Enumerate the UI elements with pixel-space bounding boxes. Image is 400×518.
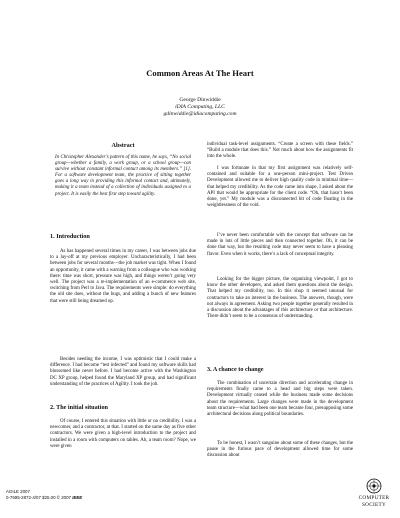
section-heading-introduction: 1. Introduction bbox=[50, 233, 90, 240]
section-heading-chance-to-change: 3. A chance to change bbox=[207, 366, 264, 373]
ieee-logo-text: IEEE bbox=[72, 495, 83, 500]
footer-citation bbox=[6, 489, 82, 501]
computer-society-logo bbox=[352, 478, 396, 512]
logo-text-line-2: SOCIETY bbox=[361, 502, 386, 508]
author-affiliation: iDIA Computing, LLC bbox=[175, 104, 225, 110]
abstract-text: In Christopher Alexander’s pattern of this name, he says, “No social group—whether a family, a work group, or a school group—can survive without constant informal contact among its members.” [1]. For a software development team, the practice of sitting together goes a long way in providing this informal contact and, ultimately, making it a team instead of a collection of individuals assigned to a project. It is easily the best first step toward agility. bbox=[55, 155, 191, 197]
footer-copyright bbox=[6, 495, 82, 501]
right-paragraph-3: I’ve never been comfortable with the concept that software can be made in lots of little pieces and then connected together. Oh, it can be done that way, but the resulting code may never seem to have a pleasing flavor. Even when it works, there’s a lack of conceptual integrity. bbox=[207, 233, 353, 257]
paper-title: Common Areas At The Heart bbox=[146, 68, 254, 78]
chance-paragraph-2: To be honest, I wasn’t sanguine about some of these changes, but the pause in the furious pace of development allowed time for some discussion about bbox=[207, 441, 353, 459]
computer-society-emblem-icon bbox=[366, 478, 382, 494]
right-paragraph-4: Looking for the bigger picture, the organizing viewpoint, I got to know the other developers, and asked them questions about the design. That helped my credibility, too. In this shop it seemed unusual for contractors to take an interest in the business. The answers, though, were not always in agreement. Asking two people together generally resulted in a discussion about the advantages of this architecture or that architecture. There didn’t seem to be a consensus of understanding. bbox=[207, 277, 353, 320]
intro-paragraph-2: Besides needing the income, I was optimistic that I could make a difference. I had become “test infected” and found my software skills had blossomed like never before. I had become active with the Washington DC XP group, helped found the Maryland XP group, and had significant understanding of the practices of Agility. I took the job. bbox=[50, 357, 196, 387]
author-name: George Dinwiddie bbox=[179, 97, 221, 103]
intro-paragraph-1: As has happened several times in my career, I was between jobs due to a lay-off at my previous employer. Uncharacteristically, I had been between jobs for several months—the job market was tight. When I found an opportunity, it came with a warning from a colleague who was working there: time was short, pressure was high, and things weren’t going very well. The project was a re-implementation of an e-commerce web site, switching from Perl to Java. The requirements were simple: do everything the old site does, without the bugs, and adding a bunch of new features that were still being dreamed up. bbox=[50, 249, 196, 304]
right-paragraph-1: individual task-level assignments. “Create a screen with these fields.” “Build a module that does this.” Not much about how the assignments fit into the whole. bbox=[207, 142, 353, 160]
footer-conference: AGILE 2007 bbox=[6, 489, 30, 494]
abstract-heading: Abstract bbox=[111, 142, 135, 149]
chance-paragraph-1: The combination of uncertain direction and accelerating change in requirements finally came to a head and big steps were taken. Development virtually ceased while the business made some decisions about the requirements. Large changes were made in the development team structure—what had been one team became four, presupposing some architectural decisions along political boundaries. bbox=[207, 381, 353, 418]
initial-situation-paragraph-1: Of course, I entered this situation with little or no credibility. I was a newcomer, and a contractor, at that. I started on the same day as five other contractors. We were given a high-level introduction to the project and installed in a room with computers on tables. Ah, a team room? Nope, we were given bbox=[50, 419, 196, 449]
author-email: gdinwiddie@idiacomputing.com bbox=[163, 111, 237, 117]
right-paragraph-2: I was fortunate in that my first assignment was relatively self-contained and suitable for a one-person mini-project. Test Driven Development allowed me to deliver high quality code in minimal time—that helped my credibility. As the code came into shape, I asked about the API that would be appropriate for the client code. “Oh, that hasn’t been done, yet.” My module was a disconnected bit of code floating in the weightlessness of the void. bbox=[207, 166, 353, 209]
logo-text-line-1: COMPUTER bbox=[358, 495, 390, 501]
section-heading-initial-situation: 2. The initial situation bbox=[50, 404, 108, 411]
footer-isbn-price: 0-7695-2872-4/07 $25.00 © 2007 bbox=[6, 495, 71, 500]
